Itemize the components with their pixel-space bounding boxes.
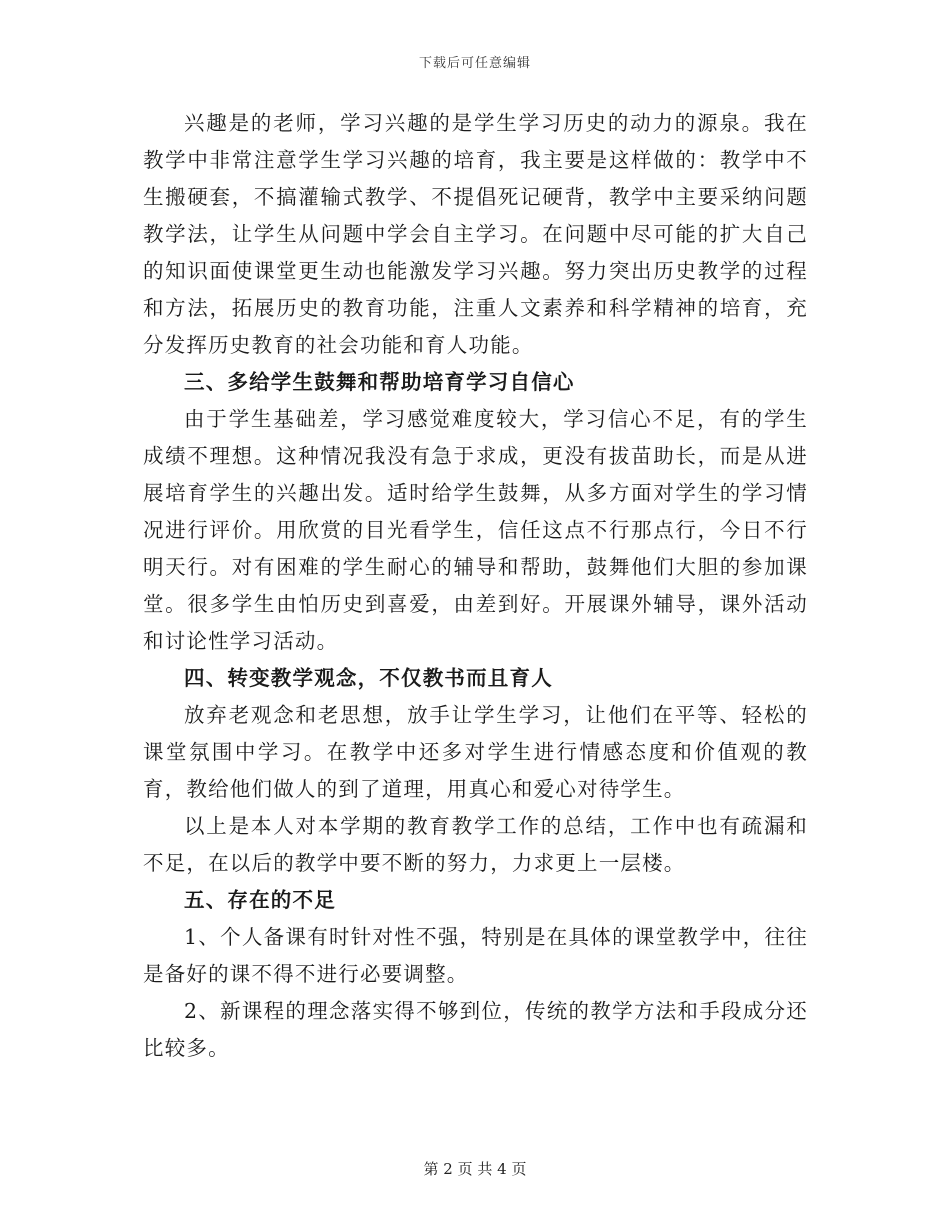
paragraph-shortcoming-1: 1、个人备课有时针对性不强，特别是在具体的课堂教学中，往往是备好的课不得不进行必要调整。 bbox=[143, 925, 808, 986]
section-heading-4: 四、转变教学观念，不仅教书而且育人 bbox=[184, 666, 553, 690]
paragraph-concept-change: 放弃老观念和老思想，放手让学生学习，让他们在平等、轻松的课堂氛围中学习。在教学中还多对学生进行情感态度和价值观的教育，教给他们做人的到了道理，用真心和爱心对待学生。 bbox=[143, 703, 808, 801]
section-heading-5: 五、存在的不足 bbox=[184, 888, 336, 912]
paragraph-interest: 兴趣是的老师，学习兴趣的是学生学习历史的动力的源泉。我在教学中非常注意学生学习兴趣的培育，我主要是这样做的：教学中不生搬硬套，不搞灌输式教学、不提倡死记硬背，教学中主要采纳问题教学法，让学生从问题中学会自主学习。在问题中尽可能的扩大自己的知识面使课堂更生动也能激发学习兴趣。努力突出历史教学的过程和方法，拓展历史的教育功能，注重人文素养和科学精神的培育，充分发挥历史教育的社会功能和育人功能。 bbox=[143, 111, 808, 357]
page-number: 第 2 页 共 4 页 bbox=[423, 1160, 527, 1178]
document-body bbox=[143, 105, 808, 1067]
section-heading-3: 三、多给学生鼓舞和帮助培育学习自信心 bbox=[184, 370, 575, 394]
paragraph-summary: 以上是本人对本学期的教育教学工作的总结，工作中也有疏漏和不足，在以后的教学中要不断的努力，力求更上一层楼。 bbox=[143, 814, 808, 875]
page-header-note: 下载后可任意编辑 bbox=[418, 56, 531, 71]
paragraph-shortcoming-2: 2、新课程的理念落实得不够到位，传统的教学方法和手段成分还比较多。 bbox=[143, 999, 808, 1060]
paragraph-encouragement: 由于学生基础差，学习感觉难度较大，学习信心不足，有的学生成绩不理想。这种情况我没有急于求成，更没有拔苗助长，而是从进展培育学生的兴趣出发。适时给学生鼓舞，从多方面对学生的学习情况进行评价。用欣赏的目光看学生，信任这点不行那点行，今日不行明天行。对有困难的学生耐心的辅导和帮助，鼓舞他们大胆的参加课堂。很多学生由怕历史到喜爱，由差到好。开展课外辅导，课外活动和讨论性学习活动。 bbox=[143, 407, 808, 653]
